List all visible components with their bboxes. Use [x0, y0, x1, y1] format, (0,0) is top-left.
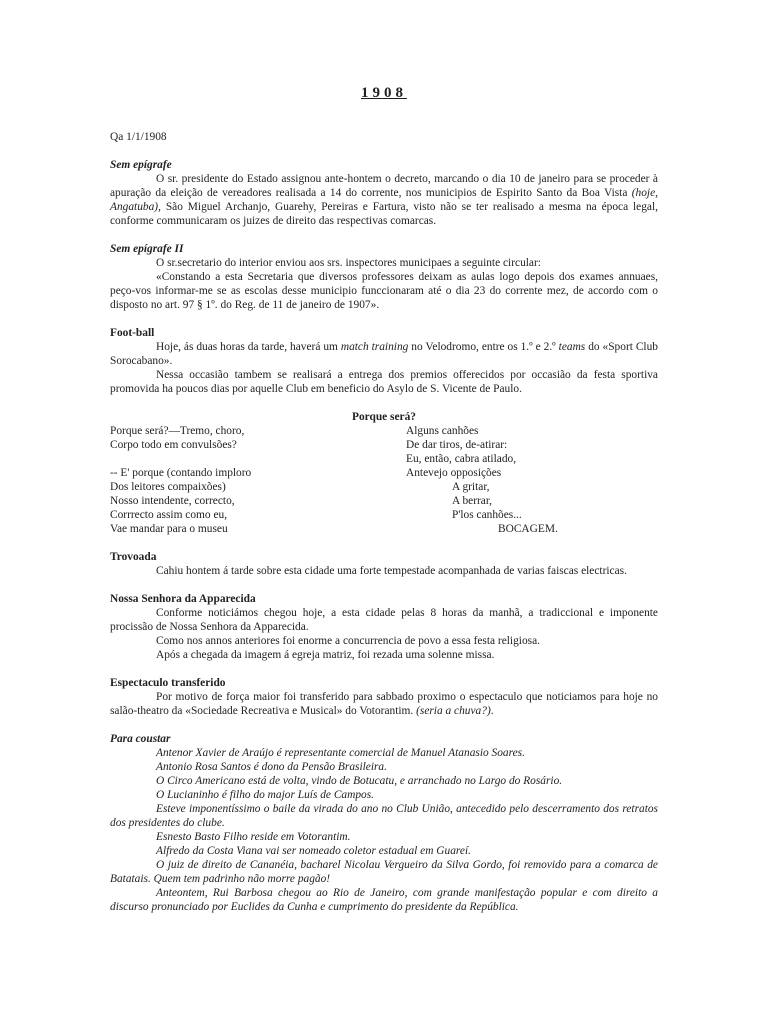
section-heading-nossa-senhora: Nossa Senhora da Apparecida	[110, 593, 256, 605]
section-heading-foot-ball: Foot-ball	[110, 327, 155, 339]
poem-line: -- E' porque (contando imploro	[110, 467, 252, 479]
poem-line: De dar tiros, de-atirar:	[406, 439, 508, 451]
section-heading-trovoada: Trovoada	[110, 551, 157, 563]
section-heading-sem-epigrafe: Sem epígrafe	[110, 159, 172, 171]
poem-line: Vae mandar para o museu	[110, 523, 228, 535]
section-paragraph: O sr. presidente do Estado assignou ante-hontem o decreto, marcando o dia 10 de janeiro para se proceder à apuração da eleição de vereadores realisada a 14 do corrente, nos municipios de Espirito Santo da Boa Vista (hoje, Angatuba), São Miguel Archanjo, Guarehy, Pereiras e Fartura, visto não se ter realisado a mesma na época legal, conforme communicaram os juizes de direito das respectivas comarcas.	[110, 173, 658, 227]
poem-left-column	[110, 424, 251, 536]
list-item: O Lucianinho é filho do major Luís de Campos.	[156, 789, 375, 801]
list-item: O Circo Americano está de volta, vindo de Botucatu, e arranchado no Largo do Rosário.	[156, 775, 563, 787]
section-paragraph: Por motivo de força maior foi transferido para sabbado proximo o espectaculo que noticiamos para hoje no salão-theatro da «Sociedade Recreativa e Musical» do Votorantim. (seria a chuva?).	[110, 691, 658, 717]
poem-right-column	[406, 424, 558, 536]
list-item: Alfredo da Costa Viana vai ser nomeado coletor estadual em Guareí.	[156, 845, 471, 857]
poem-line: Eu, então, cabra atilado,	[406, 453, 517, 465]
list-item: Antonio Rosa Santos é dono da Pensão Brasileira.	[156, 761, 387, 773]
section-heading-para-coustar: Para coustar	[110, 733, 171, 745]
poem-signature: BOCAGEM.	[498, 523, 558, 535]
poem-line: Porque será?—Tremo, choro,	[110, 425, 245, 437]
poem-line	[110, 452, 251, 466]
poem-line: Corrrecto assim como eu,	[110, 509, 228, 521]
list-item: O juiz de direito de Cananéia, bacharel Nicolau Vergueiro da Silva Gordo, foi removido para a comarca de Batatais. Quem tem padrinho não morre pagão!	[110, 859, 658, 885]
poem-line: Dos leitores compaixões)	[110, 481, 226, 493]
poem-line: A gritar,	[452, 481, 490, 493]
list-item: Antenor Xavier de Araújo é representante comercial de Manuel Atanasio Soares.	[156, 747, 525, 759]
list-item: Esnesto Basto Filho reside em Votorantim.	[156, 831, 351, 843]
section-paragraph: Cahiu hontem á tarde sobre esta cidade uma forte tempestade acompanhada de varias faiscas electricas.	[156, 565, 627, 577]
poem-line: Alguns canhões	[406, 425, 479, 437]
poem-line: Antevejo opposições	[406, 467, 502, 479]
section-paragraph: «Constando a esta Secretaria que diversos professores deixam as aulas logo depois dos exames annuaes, peço-vos informar-me se as escolas desse municipio funccionaram até o dia 23 do corrente mez, de accordo com o disposto no art. 97 § 1º. do Reg. de 11 de janeiro de 1907».	[110, 271, 658, 311]
list-item: Anteontem, Rui Barbosa chegou ao Rio de Janeiro, com grande manifestação popular e com direito a discurso pronunciado por Euclides da Cunha e cumprimento do presidente da República.	[110, 887, 658, 913]
section-paragraph: Hoje, ás duas horas da tarde, haverá um match training no Velodromo, entre os 1.º e 2.º teams do «Sport Club Sorocabano».	[110, 341, 658, 367]
page-title: 1908	[361, 85, 407, 101]
poem-line: Nosso intendente, correcto,	[110, 495, 235, 507]
section-paragraph: Nessa occasião tambem se realisará a entrega dos premios offerecidos por occasião da festa sportiva promovida ha poucos dias por aquelle Club em beneficio do Asylo de S. Vicente de Paulo.	[110, 369, 658, 395]
poem	[110, 424, 658, 536]
date-line: Qa 1/1/1908	[110, 131, 167, 143]
document-body	[110, 130, 658, 914]
section-heading-sem-epigrafe-ii: Sem epígrafe II	[110, 243, 184, 255]
poem-line: P'los canhões...	[452, 509, 522, 521]
section-heading-espectaculo: Espectaculo transferido	[110, 677, 226, 689]
poem-title: Porque será?	[351, 411, 416, 423]
list-item: Esteve imponentíssimo o baile da virada do ano no Club União, antecedido pelo descerramento dos retratos dos presidentes do clube.	[110, 803, 658, 829]
poem-line: A berrar,	[452, 495, 493, 507]
poem-line: Corpo todo em convulsões?	[110, 439, 237, 451]
section-paragraph: Conforme noticiámos chegou hoje, a esta cidade pelas 8 horas da manhã, a tradiccional e imponente procissão de Nossa Senhora da Apparecida.	[110, 607, 658, 633]
section-paragraph: Como nos annos anteriores foi enorme a concurrencia de povo a essa festa religiosa.	[156, 635, 540, 647]
section-paragraph: O sr.secretario do interior enviou aos srs. inspectores municipaes a seguinte circular:	[156, 257, 541, 269]
section-paragraph: Após a chegada da imagem á egreja matriz, foi rezada uma solenne missa.	[156, 649, 495, 661]
